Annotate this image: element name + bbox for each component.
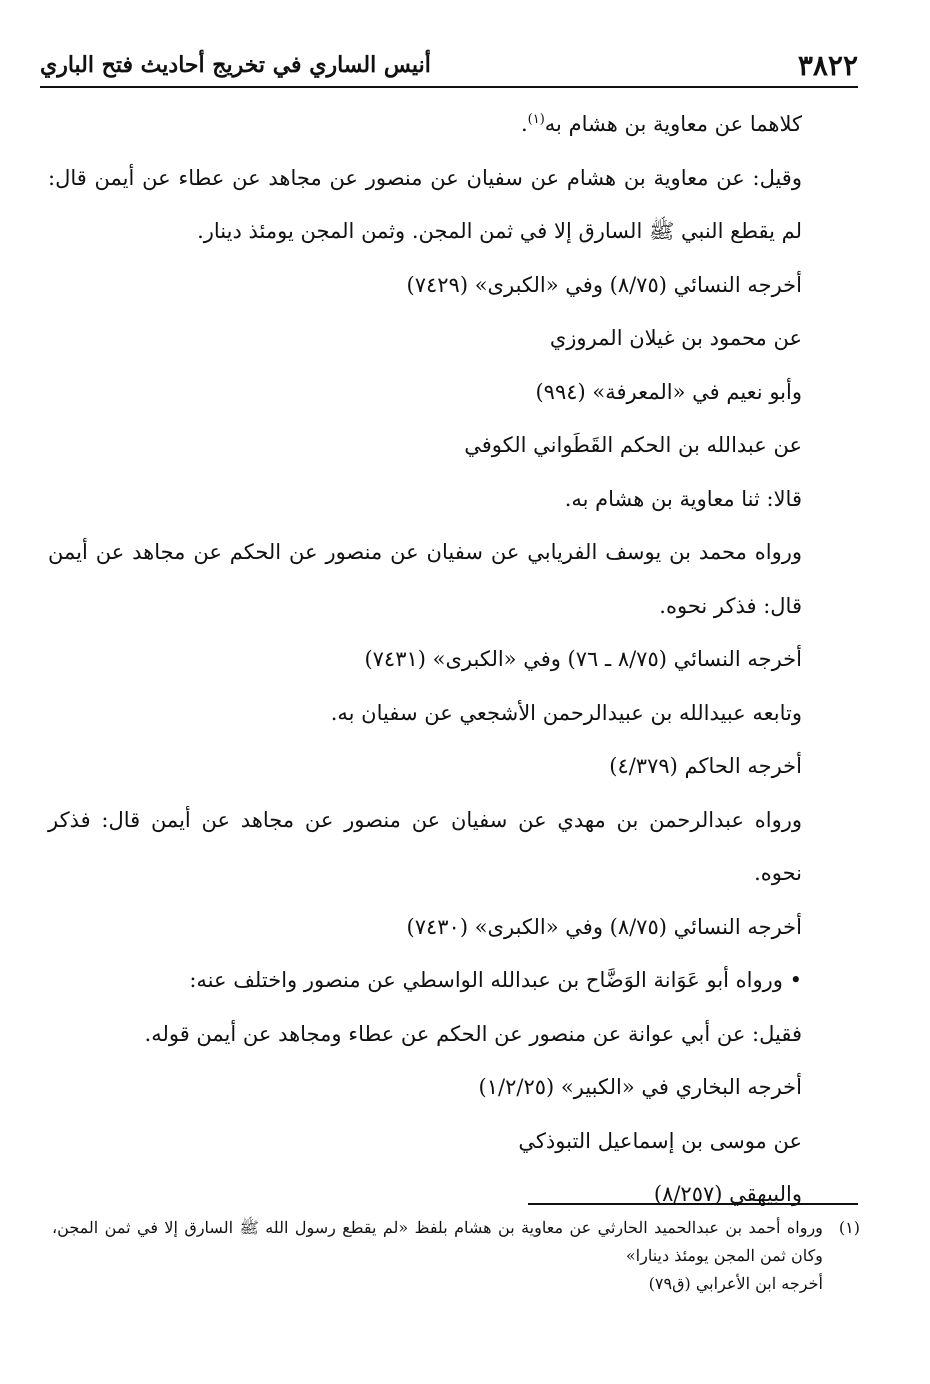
paragraph: أخرجه النسائي (٨/٧٥) وفي «الكبرى» (٧٤٢٩) xyxy=(406,272,802,297)
text: . xyxy=(520,112,528,136)
paragraph: وقيل: عن معاوية بن هشام عن سفيان عن منصور عن مجاهد عن عطاء عن أيمن قال: لم يقطع النبي ﷺ السارق إلا في ثمن المجن. وثمن المجن يومئذ دينار. xyxy=(48,165,802,243)
paragraph: عن عبدالله بن الحكم القَطَواني الكوفي xyxy=(464,433,802,457)
text: كلاهما عن معاوية بن هشام به xyxy=(544,112,802,136)
footnote-text xyxy=(52,1214,823,1298)
paragraph xyxy=(48,98,858,152)
footnote-ref[interactable]: (١) xyxy=(527,112,545,127)
paragraph: والبيهقي (٨/٢٥٧) xyxy=(653,1182,802,1206)
paragraph: فقيل: عن أبي عوانة عن منصور عن الحكم عن عطاء ومجاهد عن أيمن قوله. xyxy=(144,1021,802,1046)
footnote-line: أخرجه ابن الأعرابي (ق٧٩) xyxy=(648,1274,823,1293)
paragraph: • ورواه أبو عَوَانة الوَضَّاح بن عبدالله الواسطي عن منصور واختلف عنه: xyxy=(189,968,802,992)
paragraph: وأبو نعيم في «المعرفة» (٩٩٤) xyxy=(535,379,802,404)
paragraph: عن محمود بن غيلان المروزي xyxy=(549,326,802,350)
paragraph: أخرجه النسائي (٨/٧٥) وفي «الكبرى» (٧٤٣٠) xyxy=(406,914,802,939)
paragraph: عن موسى بن إسماعيل التبوذكي xyxy=(518,1128,802,1153)
paragraph: أخرجه الحاكم (٤/٣٧٩) xyxy=(609,754,802,778)
paragraph: وتابعه عبيدالله بن عبيدالرحمن الأشجعي عن سفيان به. xyxy=(330,700,802,725)
paragraph: ورواه عبدالرحمن بن مهدي عن سفيان عن منصور عن مجاهد عن أيمن قال: فذكر نحوه. xyxy=(48,807,802,885)
page-header xyxy=(40,44,858,88)
footnote-line: ورواه أحمد بن عبدالحميد الحارثي عن معاوية بن هشام بلفظ «لم يقطع رسول الله ﷺ السارق إلا في ثمن المجن، وكان ثمن المجن يومئذ دينارا» xyxy=(52,1218,823,1265)
paragraph: أخرجه البخاري في «الكبير» (١/٢/٢٥) xyxy=(478,1075,802,1099)
footnote-divider xyxy=(528,1203,858,1205)
paragraph: قالا: ثنا معاوية بن هشام به. xyxy=(564,486,802,511)
footnote-mark: (١) xyxy=(838,1218,860,1237)
page-number: ٣٨٢٢ xyxy=(797,48,858,82)
main-text xyxy=(48,98,858,1222)
paragraph: أخرجه النسائي (٨/٧٥ ـ ٧٦) وفي «الكبرى» (٧٤٣١) xyxy=(364,647,802,671)
footnotes xyxy=(52,1214,860,1298)
running-title: أنيس الساري في تخريج أحاديث فتح الباري xyxy=(40,52,431,78)
paragraph: ورواه محمد بن يوسف الفريابي عن سفيان عن منصور عن الحكم عن مجاهد عن أيمن قال: فذكر نحوه. xyxy=(48,540,802,618)
footnote xyxy=(52,1214,860,1298)
